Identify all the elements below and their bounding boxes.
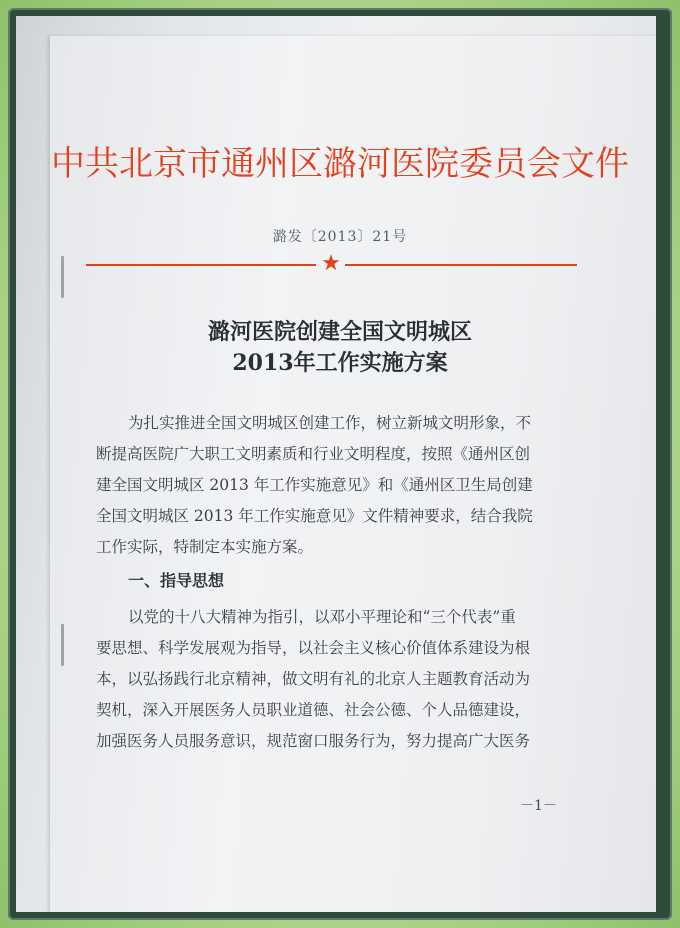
document-number: 潞发〔2013〕21号: [272, 229, 408, 245]
paragraph-line: 建全国文明城区 2013 年工作实施意见》和《通州区卫生局创建: [96, 476, 533, 494]
paragraph-line: 为扎实推进全国文明城区创建工作，树立新城文明形象，不: [128, 414, 532, 432]
section1-paragraph: [96, 602, 588, 757]
binding-clip-top: [61, 256, 64, 298]
paragraph-line: 要思想、科学发展观为指导，以社会主义核心价值体系建设为根: [96, 639, 531, 657]
star-icon: ★: [321, 251, 341, 276]
paragraph-line: 本，以弘扬践行北京精神，做文明有礼的北京人主题教育活动为: [96, 670, 531, 688]
binding-clip-bottom: [61, 624, 64, 666]
red-divider-left: [86, 264, 316, 266]
page-number: －1－: [520, 798, 557, 814]
document-title-line2: 2013年工作实施方案: [232, 350, 448, 376]
org-header-title: 中共北京市通州区潞河医院委员会文件: [51, 144, 629, 184]
paragraph-line: 契机，深入开展医务人员职业道德、社会公德、个人品德建设，: [96, 701, 531, 719]
paragraph-line: 加强医务人员服务意识，规范窗口服务行为，努力提高广大医务: [96, 732, 531, 750]
paragraph-line: 以党的十八大精神为指引，以邓小平理论和“三个代表”重: [128, 608, 516, 626]
document-title-line1: 潞河医院创建全国文明城区: [207, 319, 472, 345]
red-divider-right: [345, 264, 577, 266]
section-heading-guiding-ideology: 一、指导思想: [128, 571, 225, 590]
paragraph-line: 全国文明城区 2013 年工作实施意见》文件精神要求，结合我院: [96, 507, 533, 525]
paragraph-line: 断提高医院广大职工文明素质和行业文明程度，按照《通州区创: [96, 445, 531, 463]
intro-paragraph: [96, 408, 588, 563]
paragraph-line: 工作实际，特制定本实施方案。: [96, 538, 314, 556]
